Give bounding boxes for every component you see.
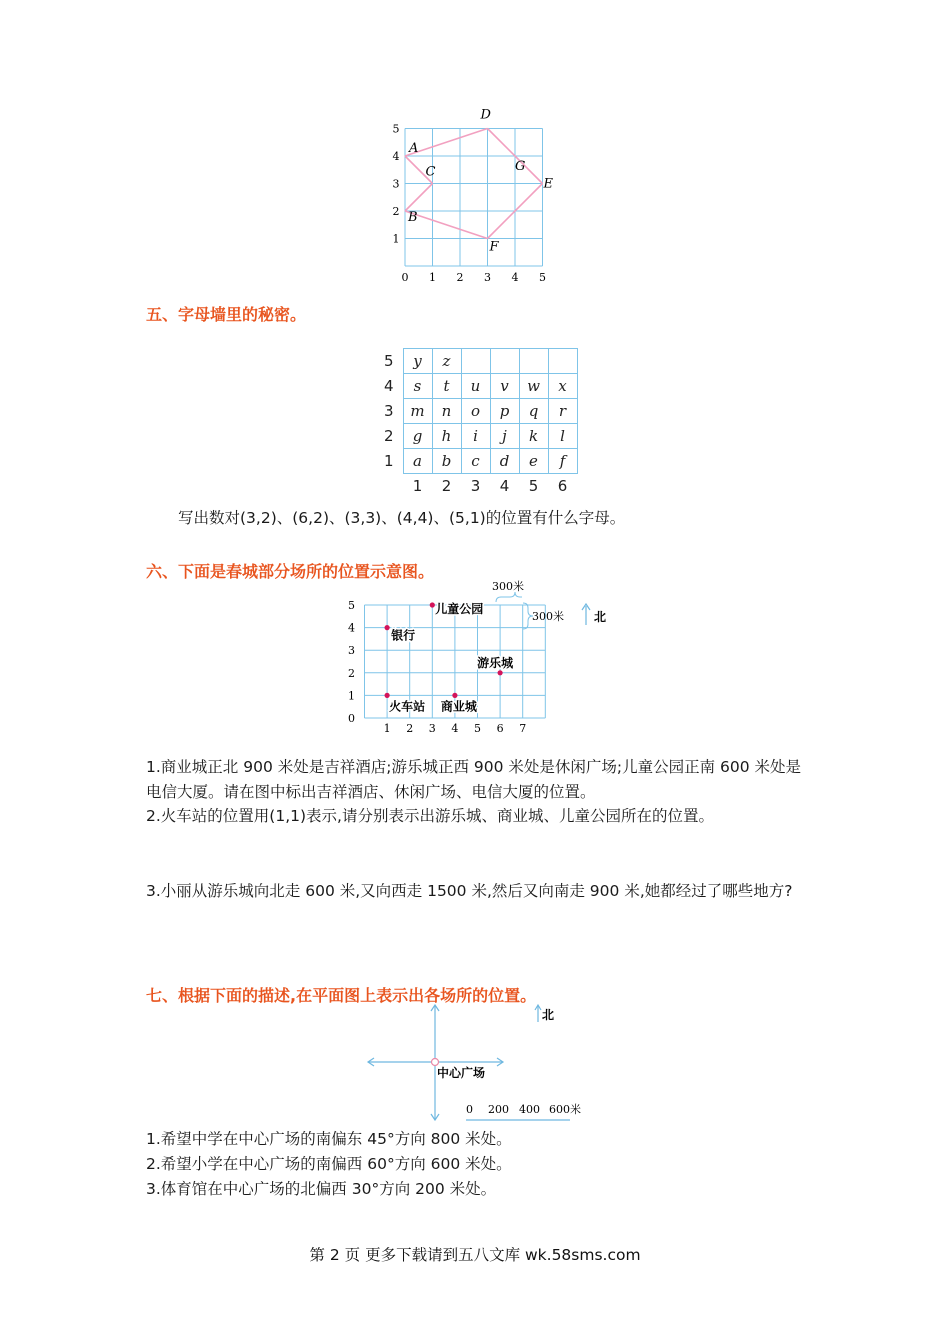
city-map — [340, 575, 620, 740]
corner-blank — [375, 474, 403, 499]
letter-row — [375, 424, 577, 449]
row-label: 1 — [383, 452, 394, 470]
y-tick-label: 3 — [392, 177, 400, 191]
x-tick-label: 1 — [429, 271, 436, 284]
letter-row — [375, 374, 577, 399]
row-label: 5 — [383, 352, 394, 370]
scale-bracket-horizontal — [496, 592, 522, 602]
map-x-tick: 4 — [451, 722, 459, 735]
map-x-tick: 1 — [383, 722, 391, 735]
y-tick-label: 1 — [392, 232, 400, 246]
scale-tick-0: 0 — [466, 1103, 473, 1116]
letter-cell: i — [461, 424, 490, 449]
map-x-tick: 5 — [474, 722, 481, 735]
column-label: 2 — [441, 477, 452, 495]
y-tick-label: 5 — [392, 122, 400, 136]
map-x-tick: 3 — [428, 722, 436, 735]
letter-cell — [548, 349, 577, 374]
letter-cell: m — [403, 399, 432, 424]
point-label: G — [515, 158, 526, 174]
letter-cell: p — [490, 399, 519, 424]
letter-cell: c — [461, 449, 490, 474]
letter-cell — [490, 349, 519, 374]
x-tick-label: 2 — [456, 271, 464, 284]
scale-label-vertical: 300米 — [532, 610, 564, 623]
x-tick-label: 3 — [484, 271, 491, 284]
place-label: 儿童公园 — [435, 602, 484, 616]
map-x-tick: 7 — [519, 722, 527, 735]
letter-cell: o — [461, 399, 490, 424]
letter-cell: u — [461, 374, 490, 399]
letter-cell: g — [403, 424, 432, 449]
x-tick-label: 0 — [401, 271, 409, 284]
place-label: 银行 — [391, 628, 416, 643]
letter-row — [375, 349, 577, 374]
place-marker — [385, 625, 390, 630]
point-label: B — [408, 210, 418, 225]
map-y-tick: 1 — [348, 689, 355, 703]
map-x-tick: 2 — [406, 722, 414, 735]
map-x-tick: 6 — [496, 722, 504, 735]
row-label: 2 — [383, 427, 394, 445]
letter-cell — [461, 349, 490, 374]
letter-cell: t — [432, 374, 461, 399]
letter-cell: a — [403, 449, 432, 474]
y-tick-label: 4 — [392, 150, 400, 163]
north-arrow-icon — [582, 604, 590, 625]
column-label: 6 — [557, 477, 568, 495]
section6-question-2: 2.火车站的位置用(1,1)表示,请分别表示出游乐城、商业城、儿童公园所在的位置。 — [146, 807, 714, 825]
shape-edge — [405, 184, 433, 212]
row-label: 4 — [383, 377, 394, 395]
place-marker — [498, 670, 503, 675]
scale-tick-200: 200 — [488, 1103, 509, 1116]
letter-cell: f — [548, 449, 577, 474]
map-y-tick: 2 — [348, 666, 355, 680]
scale-label-horizontal: 300米 — [492, 580, 524, 593]
section5-heading: 五、字母墙里的秘密。 — [146, 305, 307, 324]
column-labels — [375, 474, 577, 499]
letter-cell: k — [519, 424, 548, 449]
letter-cell: j — [490, 424, 519, 449]
north-label: 北 — [594, 610, 607, 624]
compass-plan — [360, 1000, 600, 1125]
place-marker — [430, 602, 435, 607]
x-tick-label: 5 — [539, 271, 546, 284]
north-arrow-icon — [535, 1005, 541, 1022]
center-label: 中心广场 — [437, 1066, 486, 1080]
point-label: D — [480, 107, 491, 123]
column-label: 1 — [412, 477, 423, 495]
letter-cell — [519, 349, 548, 374]
map-y-tick: 5 — [348, 599, 355, 612]
row-label: 3 — [383, 402, 394, 420]
letter-cell: b — [432, 449, 461, 474]
column-label: 5 — [528, 477, 539, 495]
section7-heading: 七、根据下面的描述,在平面图上表示出各场所的位置。 — [146, 986, 537, 1005]
section7-question-3: 3.体育馆在中心广场的北偏西 30°方向 200 米处。 — [146, 1180, 497, 1198]
letter-cell: e — [519, 449, 548, 474]
section5-question: 写出数对(3,2)、(6,2)、(3,3)、(4,4)、(5,1)的位置有什么字母。 — [178, 509, 626, 527]
letter-cell: s — [403, 374, 432, 399]
letter-cell: q — [519, 399, 548, 424]
center-point-icon — [432, 1059, 439, 1066]
letter-cell: w — [519, 374, 548, 399]
letter-cell: x — [548, 374, 577, 399]
x-tick-label: 4 — [511, 271, 519, 284]
point-label: A — [409, 141, 419, 156]
coordinate-grid-figure — [385, 107, 555, 287]
place-marker — [385, 693, 390, 698]
scale-tick-400: 400 — [519, 1103, 540, 1116]
letter-cell: n — [432, 399, 461, 424]
north-label: 北 — [542, 1008, 555, 1022]
y-tick-label: 2 — [392, 205, 400, 218]
place-label: 游乐城 — [477, 655, 514, 670]
letter-cell: v — [490, 374, 519, 399]
map-y-tick: 4 — [348, 621, 355, 635]
letter-cell: l — [548, 424, 577, 449]
scale-tick-600: 600米 — [549, 1103, 581, 1116]
place-label: 商业城 — [440, 699, 477, 714]
letter-wall — [375, 348, 578, 498]
section6-heading: 六、下面是春城部分场所的位置示意图。 — [146, 562, 435, 581]
letter-cell: z — [432, 349, 461, 374]
letter-row — [375, 449, 577, 474]
map-y-tick: 3 — [348, 644, 355, 658]
letter-cell: r — [548, 399, 577, 424]
column-label: 3 — [470, 477, 481, 495]
section6-question-1: 1.商业城正北 900 米处是吉祥酒店;游乐城正西 900 米处是休闲广场;儿童公园正南 600 米处是电信大厦。请在图中标出吉祥酒店、休闲广场、电信大厦的位置。 — [146, 758, 802, 801]
map-places — [385, 601, 515, 713]
letter-cell: h — [432, 424, 461, 449]
letter-cell: d — [490, 449, 519, 474]
letter-cell: y — [403, 349, 432, 374]
point-label: F — [489, 239, 499, 255]
map-y-tick: 0 — [348, 712, 355, 725]
point-label: C — [425, 164, 436, 180]
point-label: E — [543, 176, 553, 192]
section7-question-1: 1.希望中学在中心广场的南偏东 45°方向 800 米处。 — [146, 1130, 512, 1148]
section7-question-2: 2.希望小学在中心广场的南偏西 60°方向 600 米处。 — [146, 1155, 512, 1173]
place-marker — [452, 693, 457, 698]
section6-question-3: 3.小丽从游乐城向北走 600 米,又向西走 1500 米,然后又向南走 900 米,她都经过了哪些地方? — [146, 882, 793, 900]
place-label: 火车站 — [389, 699, 426, 714]
page-footer: 第 2 页 更多下载请到五八文库 wk.58sms.com — [309, 1246, 641, 1264]
column-label: 4 — [499, 477, 510, 495]
letter-row — [375, 399, 577, 424]
